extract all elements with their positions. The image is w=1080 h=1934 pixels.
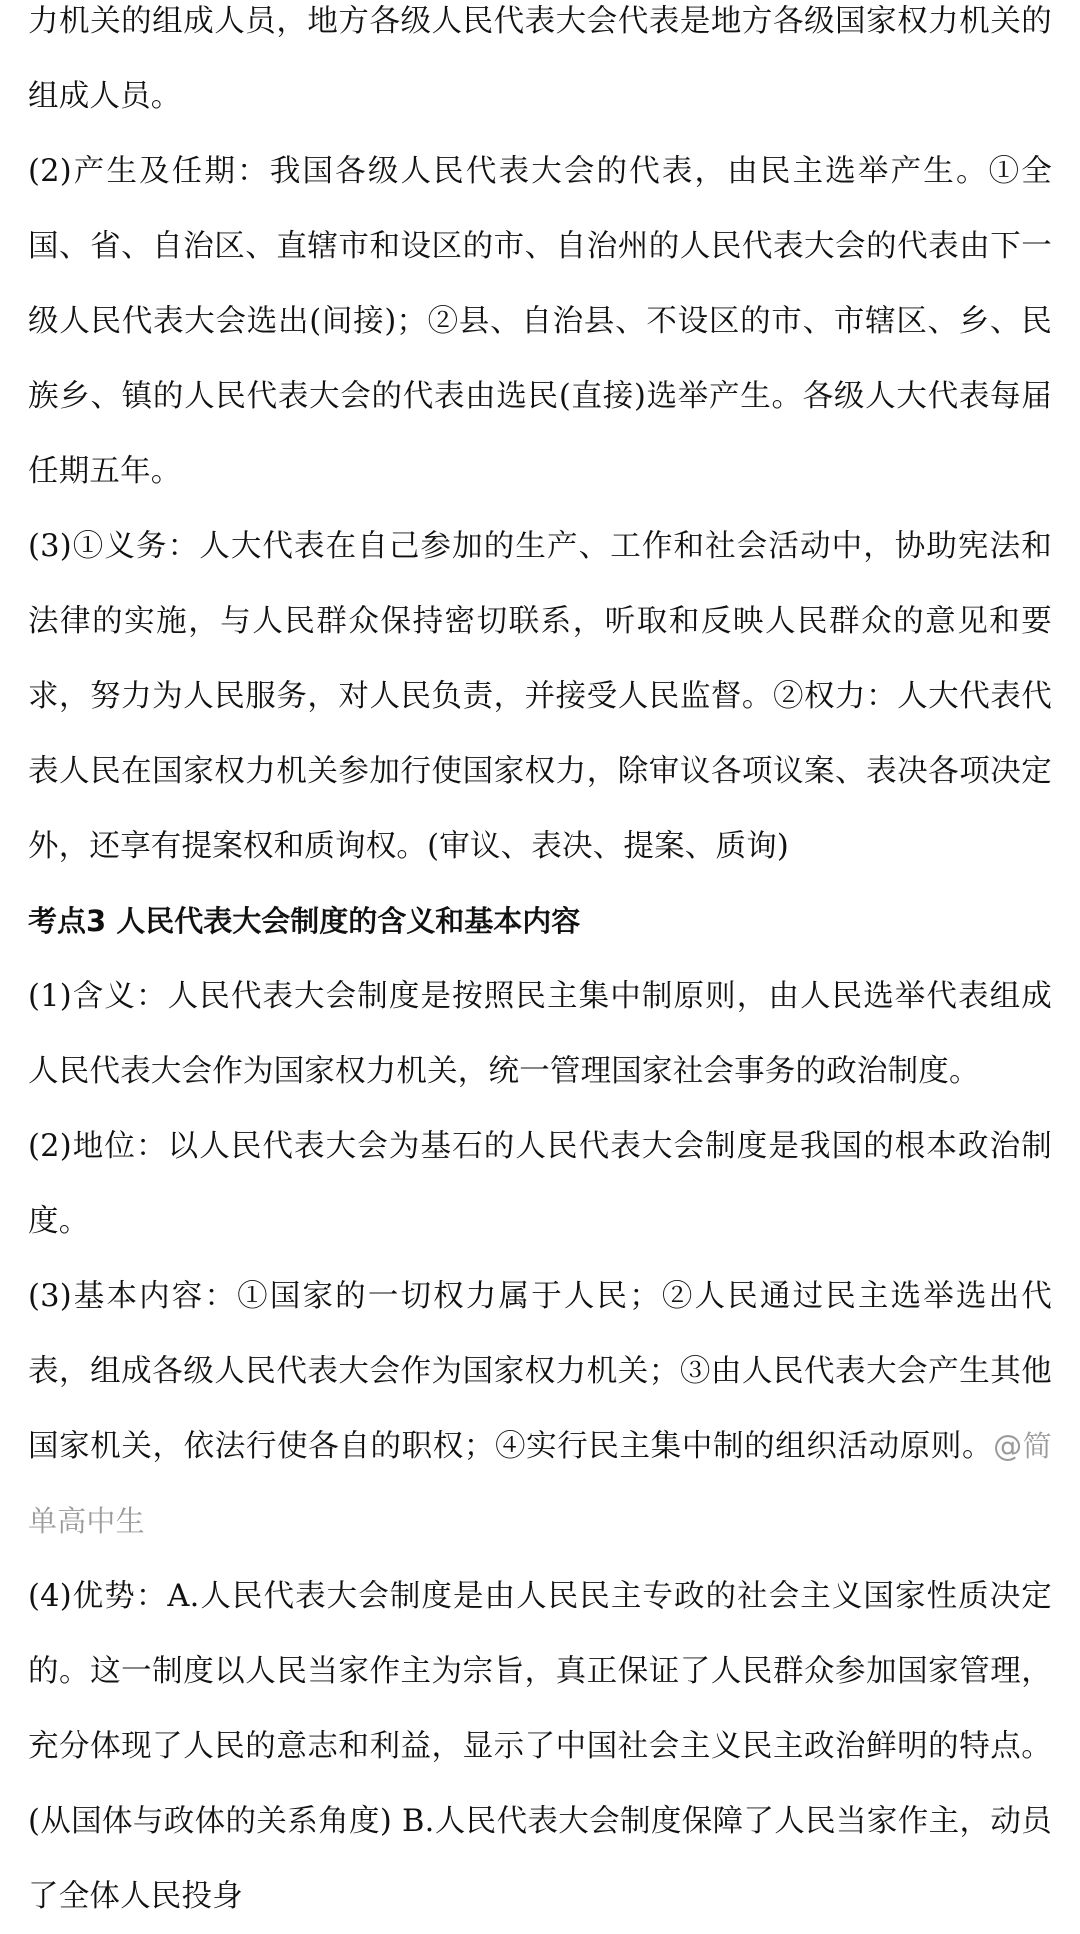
watermark: @简单高中生 <box>28 1429 1052 1538</box>
paragraph-election-term: (2)产生及任期：我国各级人民代表大会的代表，由民主选举产生。①全国、省、自治区、直辖市和设区的市、自治州的人民代表大会的代表由下一级人民代表大会选出(间接)；②县、自治县、不设区的市、市辖区、乡、民族乡、镇的人民代表大会的代表由选民(直接)选举产生。各级人大代表每届任期五年。 <box>28 154 1052 489</box>
paragraph-status: (2)地位：以人民代表大会为基石的人民代表大会制度是我国的根本政治制度。 <box>28 1129 1052 1239</box>
paragraph-advantages: (4)优势：A.人民代表大会制度是由人民民主专政的社会主义国家性质决定的。这一制度以人民当家作主为宗旨，真正保证了人民群众参加国家管理，充分体现了人民的意志和利益，显示了中国社会主义民主政治鲜明的特点。(从国体与政体的关系角度) B.人民代表大会制度保障了人民当家作主，动员了全体人民投身 <box>28 1579 1052 1914</box>
section-heading: 考点3 人民代表大会制度的含义和基本内容 <box>28 904 581 938</box>
paragraph-meaning: (1)含义：人民代表大会制度是按照民主集中制原则，由人民选举代表组成人民代表大会作为国家权力机关，统一管理国家社会事务的政治制度。 <box>28 979 1052 1089</box>
paragraph-duties-powers: (3)①义务：人大代表在自己参加的生产、工作和社会活动中，协助宪法和法律的实施，与人民群众保持密切联系，听取和反映人民群众的意见和要求，努力为人民服务，对人民负责，并接受人民监督。②权力：人大代表代表人民在国家权力机关参加行使国家权力，除审议各项议案、表决各项决定外，还享有提案权和质询权。(审议、表决、提案、质询) <box>28 529 1052 864</box>
paragraph-continuation: 力机关的组成人员，地方各级人民代表大会代表是地方各级国家权力机关的组成人员。 <box>28 4 1052 114</box>
paragraph-basic-content <box>28 1259 1052 1559</box>
basic-content-text: (3)基本内容：①国家的一切权力属于人民；②人民通过民主选举选出代表，组成各级人民代表大会作为国家权力机关；③由人民代表大会产生其他国家机关，依法行使各自的职权；④实行民主集中制的组织活动原则。 <box>28 1279 1052 1464</box>
document-page <box>28 0 1052 1934</box>
